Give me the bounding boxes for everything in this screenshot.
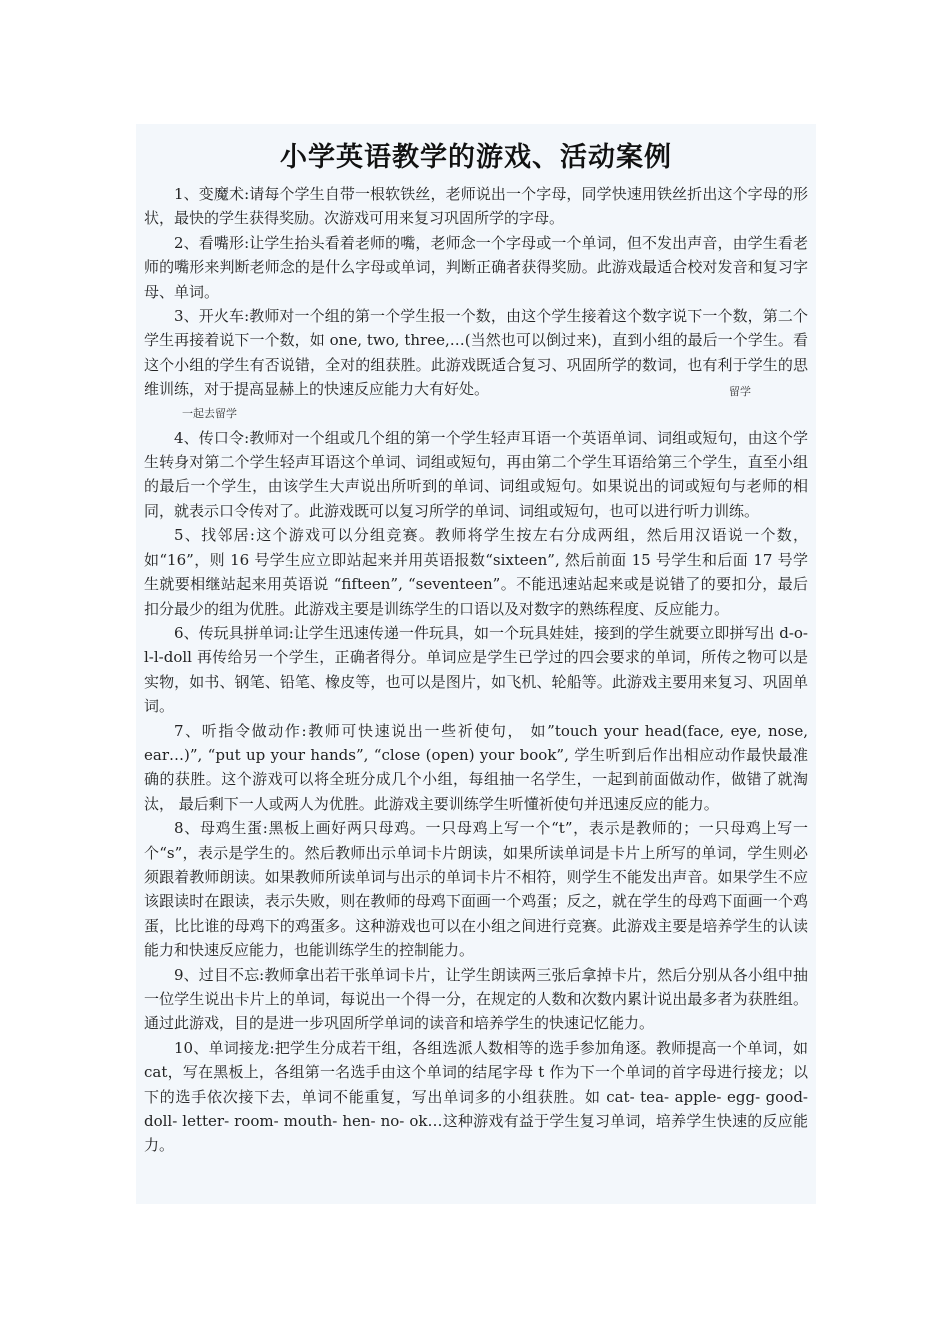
watermark-note-left: 一起去留学	[182, 406, 237, 420]
document-body	[144, 182, 808, 1158]
paragraph-2: 2、看嘴形:让学生抬头看着老师的嘴，老师念一个字母或一个单词，但不发出声音，由学生看老师的嘴形来判断老师念的是什么字母或单词，判断正确者获得奖励。此游戏最适合校对发音和复习字母、单词。	[144, 233, 808, 301]
paragraph-5: 5、找邻居:这个游戏可以分组竞赛。教师将学生按左右分成两组，然后用汉语说一个数，如“16”，则 16 号学生应立即站起来并用英语报数“sixteen”, 然后前面 15 号学生和后面 17 号学生就要相继站起来用英语说 “fifteen”, “seventeen”。不能迅速站起来或是说错了的要扣分，最后扣分最少的组为优胜。此游戏主要是训练学生的口语以及对数字的熟练程度、反应能力。	[144, 526, 808, 618]
paragraph-1: 1、变魔术:请每个学生自带一根软铁丝，老师说出一个字母，同学快速用铁丝折出这个字母的形状，最快的学生获得奖励。次游戏可用来复习巩固所学的字母。	[144, 185, 808, 228]
paragraph-6: 6、传玩具拼单词:让学生迅速传递一件玩具，如一个玩具娃娃，接到的学生就要立即拼写出 d-o-l-l-doll 再传给另一个学生，正确者得分。单词应是学生已学过的四会要求的单词，所传之物可以是实物，如书、钢笔、铅笔、橡皮等，也可以是图片，如飞机、轮船等。此游戏主要用来复习、巩固单词。	[144, 623, 808, 716]
paragraph-10: 10、单词接龙:把学生分成若干组，各组选派人数相等的选手参加角逐。教师提高一个单词，如 cat，写在黑板上，各组第一名选手由这个单词的结尾字母 t 作为下一个单词的首字母进行接龙；以下的选手依次接下去，单词不能重复，写出单词多的小组获胜。如 cat- tea- apple- egg- good- doll- letter- room- mouth- hen- no- ok…这种游戏有益于学生复习单词，培养学生快速的反应能力。	[144, 1038, 808, 1155]
paragraph-9: 9、过目不忘:教师拿出若干张单词卡片，让学生朗读两三张后拿掉卡片，然后分别从各小组中抽一位学生说出卡片上的单词，每说出一个得一分，在规定的人数和次数内累计说出最多者为获胜组。通过此游戏，目的是进一步巩固所学单词的读音和培养学生的快速记忆能力。	[144, 965, 808, 1033]
paragraph-3: 3、开火车:教师对一个组的第一个学生报一个数，由这个学生接着这个数字说下一个数，第二个学生再接着说下一个数，如 one, two, three,…(当然也可以倒过来)，直到小组的最后一个学生。看这个小组的学生有否说错，全对的组获胜。此游戏既适合复习、巩固所学的数词，也有利于学生的思维训练，对于提高显赫上的快速反应能力大有好处。	[144, 307, 808, 399]
watermark-note-right: 留学	[729, 384, 751, 398]
paragraph-8: 8、母鸡生蛋:黑板上画好两只母鸡。一只母鸡上写一个“t”，表示是教师的；一只母鸡上写一个“s”，表示是学生的。然后教师出示单词卡片朗读，如果所读单词是卡片上所写的单词，学生则必须跟着教师朗读。如果教师所读单词与出示的单词卡片不相符，则学生不能发出声音。如果学生不应该跟读时在跟读，表示失败，则在教师的母鸡下面画一个鸡蛋；反之，就在学生的母鸡下面画一个鸡蛋，比比谁的母鸡下的鸡蛋多。这种游戏也可以在小组之间进行竞赛。此游戏主要是培养学生的认读能力和快速反应能力，也能训练学生的控制能力。	[144, 819, 808, 960]
paragraph-7: 7、听指令做动作:教师可快速说出一些祈使句， 如”touch your head(face, eye, nose, ear…)”, “put up your hands”, “close (open) your book”, 学生听到后作出相应动作最快最准确的获胜。这个游戏可以将全班分成几个小组，每组抽一名学生，一起到前面做动作，做错了就淘汰， 最后剩下一人或两人为优胜。此游戏主要训练学生听懂祈使句并迅速反应的能力。	[144, 721, 808, 813]
paragraph-4: 4、传口令:教师对一个组或几个组的第一个学生轻声耳语一个英语单词、词组或短句，由这个学生转身对第二个学生轻声耳语这个单词、词组或短句，再由第二个学生耳语给第三个学生，直至小组的最后一个学生，由该学生大声说出所听到的单词、词组或短句。如果说出的词或短句与老师的相同，就表示口令传对了。此游戏既可以复习所学的单词、词组或短句，也可以进行听力训练。	[144, 428, 808, 520]
document-title: 小学英语教学的游戏、活动案例	[280, 142, 672, 173]
